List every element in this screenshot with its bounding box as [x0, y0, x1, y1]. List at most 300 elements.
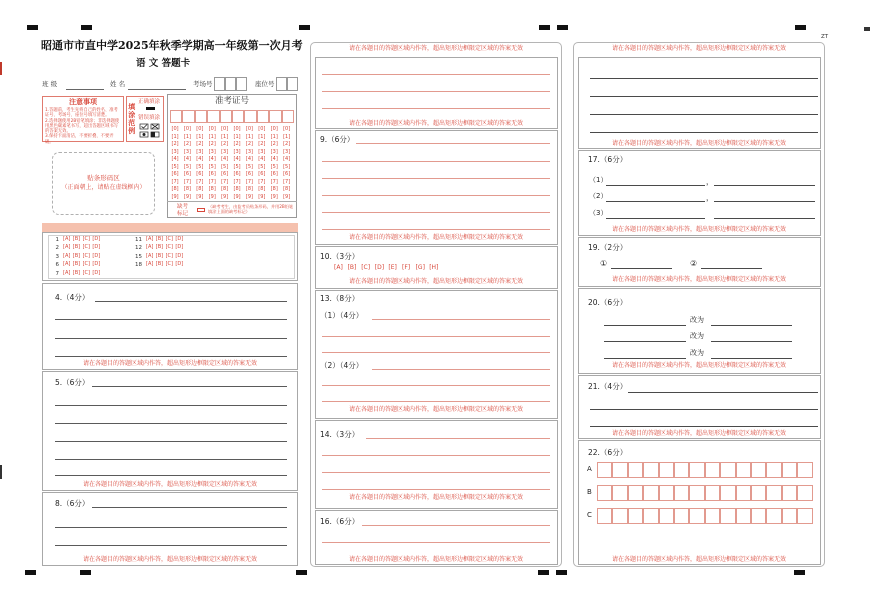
name-field-line [128, 89, 186, 90]
answer-line [322, 352, 550, 353]
choice-bubble: [D] [175, 236, 184, 242]
answer-line [322, 336, 550, 337]
seat-box [287, 77, 298, 91]
q10-bubble: [A] [334, 264, 343, 271]
q22-grid-cell [597, 508, 612, 524]
q17-comma: ， [706, 177, 714, 186]
answer-line [590, 409, 818, 410]
answer-line [55, 405, 287, 406]
exam-title: 昭通市市直中学2025年秋季学期高一年级第一次月考 [41, 39, 303, 52]
exam-id-bubble: [1] [208, 133, 216, 140]
answer-line [628, 392, 818, 393]
fill-wrong-label: 错误填涂 [138, 115, 161, 121]
exam-id-bubble: [6] [270, 171, 278, 177]
exam-id-bubble: [9] [270, 193, 278, 200]
q10-bubble: [B] [347, 264, 357, 271]
q17-part-label: （1） [589, 176, 608, 184]
choice-bubble: [C] [82, 244, 90, 251]
q22-grid-cell [674, 508, 689, 524]
exam-id-bubble: [2] [233, 141, 241, 147]
answer-line [606, 185, 705, 186]
exam-id-entry-box [269, 110, 281, 123]
warning-text: 请在各题目的答题区域内作答，超出矩形边框限定区域的答案无效 [348, 556, 523, 563]
answer-line [322, 161, 550, 162]
choice-bubble: [C] [82, 269, 90, 276]
choice-bubble: [D] [92, 252, 101, 259]
registration-mark [81, 25, 92, 30]
exam-id-bubble: [4] [258, 156, 266, 162]
exam-id-bubble: [5] [171, 163, 179, 170]
exam-id-bubble: [5] [245, 163, 253, 170]
choice-number: 2 [55, 245, 59, 252]
choice-bubble: [B] [155, 244, 164, 251]
answer-line [322, 455, 550, 456]
question-22-label: 22.（6分） [588, 448, 628, 457]
q22-grid-cell [689, 508, 704, 524]
choice-bubble: [A] [63, 244, 71, 251]
q22-grid-cell [628, 485, 643, 501]
exam-id-bubble: [7] [196, 178, 204, 185]
answer-line [714, 201, 815, 202]
answer-line [611, 268, 672, 269]
q22-grid-cell [705, 508, 720, 524]
seat-label: 座位号 [255, 80, 275, 88]
exam-id-bubble: [0] [208, 126, 216, 132]
choice-bubble: [B] [72, 244, 81, 251]
choice-number: 12 [135, 245, 142, 252]
exam-id-bubble: [8] [208, 186, 216, 192]
question-5-box [42, 371, 298, 491]
q22-grid-cell [643, 508, 658, 524]
answer-line [55, 475, 287, 476]
exam-id-bubble: [7] [283, 178, 291, 185]
q22-grid-cell [597, 485, 612, 501]
exam-id-bubble: [5] [221, 163, 229, 170]
exam-id-bubble: [8] [221, 186, 229, 192]
exam-id-entry-box [244, 110, 256, 123]
exam-id-bubble: [0] [183, 126, 191, 132]
question-9-label: 9.（6分） [320, 135, 355, 144]
warning-text: 请在各题目的答题区域内作答，超出矩形边框限定区域的答案无效 [348, 278, 523, 285]
warning-text: 请在各题目的答题区域内作答，超出矩形边框限定区域的答案无效 [82, 360, 257, 367]
exam-id-bubble: [2] [245, 141, 253, 147]
absent-note: （缺考考生，由监考员贴条形码，并用2B铅笔填涂上面的缺考标记） [208, 204, 294, 214]
exam-id-bubble: [1] [196, 133, 204, 140]
choice-bubble: [B] [72, 261, 81, 268]
question-5-label: 5.（6分） [55, 378, 90, 387]
exam-id-bubble: [6] [258, 171, 266, 177]
choice-bubble: [A] [146, 236, 154, 242]
q22-grid-cell [797, 485, 812, 501]
answer-line [604, 325, 686, 326]
exam-id-bubble: [7] [245, 178, 253, 185]
exam-id-bubble: [9] [283, 193, 291, 200]
q22-grid-cell [736, 462, 751, 478]
exam-id-bubble: [2] [208, 141, 216, 147]
registration-mark [25, 570, 36, 575]
choice-bubble: [D] [175, 244, 184, 251]
room-box [225, 77, 236, 91]
q10-bubble: [C] [361, 264, 371, 271]
q17-part-label: （3） [589, 209, 608, 217]
exam-id-bubble: [1] [233, 133, 241, 140]
question-13-label: 13.（8分） [320, 294, 360, 303]
choice-bubble: [A] [63, 261, 71, 268]
fill-wrong-marks-icon [139, 123, 161, 139]
q22-grid-cell [705, 462, 720, 478]
question-13-box [315, 290, 558, 419]
choice-bubble: [D] [92, 244, 101, 251]
answer-line [701, 268, 762, 269]
exam-id-bubble: [8] [233, 186, 241, 192]
choice-bubble: [D] [175, 261, 184, 268]
question-20-label: 20.（6分） [588, 298, 628, 307]
exam-id-bubble: [2] [196, 141, 204, 147]
choice-header-bar [42, 223, 298, 232]
q22-grid-cell [612, 508, 627, 524]
notice-title: 注意事项 [69, 98, 97, 106]
exam-id-divider [167, 201, 297, 202]
exam-id-bubble: [6] [183, 171, 191, 177]
choice-bubble: [D] [92, 269, 101, 276]
question-19-label: 19.（2分） [588, 243, 628, 252]
exam-id-entry-box [195, 110, 207, 123]
q10-bubble: [E] [388, 264, 397, 271]
continuation-box [578, 57, 821, 149]
absent-label: 缺考标记 [177, 204, 189, 217]
q22-row-label: A [587, 465, 592, 473]
choice-bubble: [C] [82, 252, 90, 259]
q22-grid-cell [766, 508, 781, 524]
registration-mark [80, 570, 91, 575]
q22-grid-cell [720, 508, 735, 524]
choice-bubble: [A] [63, 269, 71, 276]
choice-number: 18 [135, 262, 142, 269]
answer-line [590, 96, 818, 97]
registration-mark [556, 570, 567, 575]
edge-mark [864, 27, 870, 31]
exam-id-bubble: [8] [171, 186, 179, 192]
warning-text: 请在各题目的答题区域内作答，超出矩形边框限定区域的答案无效 [611, 430, 786, 437]
exam-id-bubble: [5] [196, 163, 204, 170]
q10-bubble: [F] [402, 264, 411, 271]
answer-line [92, 386, 287, 387]
q22-grid-cell [782, 462, 797, 478]
q10-bubble: [D] [374, 264, 385, 271]
exam-id-bubble: [0] [258, 126, 266, 132]
answer-line [55, 356, 287, 357]
q17-comma: ， [706, 193, 714, 202]
choice-bubble: [A] [63, 252, 71, 259]
q19-mark: ② [690, 259, 698, 268]
answer-line [604, 341, 686, 342]
exam-id-bubble: [6] [208, 171, 216, 177]
exam-id-bubble: [3] [196, 148, 204, 155]
q22-grid-cell [689, 462, 704, 478]
exam-id-bubble: [4] [283, 156, 291, 162]
room-label: 考场号 [193, 80, 213, 88]
answer-line [55, 545, 287, 546]
q22-grid-cell [766, 462, 781, 478]
q22-grid-cell [659, 485, 674, 501]
q22-row-label: C [587, 511, 592, 519]
q22-row-label: B [587, 488, 592, 496]
exam-id-bubble: [8] [183, 186, 191, 192]
choice-bubble: [B] [155, 236, 164, 242]
q22-grid-cell [797, 508, 812, 524]
q22-grid-cell [720, 462, 735, 478]
answer-line [55, 319, 287, 320]
answer-line [55, 423, 287, 424]
exam-id-bubble: [9] [171, 193, 179, 200]
answer-line [714, 185, 815, 186]
choice-number: 11 [135, 237, 142, 243]
answer-line [322, 74, 550, 75]
choice-bubble: [C] [165, 244, 173, 251]
exam-id-bubble: [4] [221, 156, 229, 162]
exam-id-bubble: [7] [258, 178, 266, 185]
exam-id-bubble: [9] [233, 193, 241, 200]
room-box [236, 77, 247, 91]
registration-mark [795, 25, 806, 30]
exam-id-bubble: [5] [258, 163, 266, 170]
choice-bubble: [A] [146, 244, 154, 251]
exam-id-bubble: [3] [221, 148, 229, 155]
q22-grid-cell [751, 462, 766, 478]
notice-item: 3.保持卡面清洁，不要折叠、不要弄破。 [45, 134, 114, 145]
answer-line [55, 338, 287, 339]
registration-mark [299, 25, 310, 30]
exam-id-bubble: [8] [283, 186, 291, 192]
exam-id-bubble: [1] [270, 133, 278, 140]
choice-bubble: [B] [72, 269, 81, 276]
answer-line [322, 91, 550, 92]
edge-mark [0, 62, 2, 75]
q22-grid-cell [659, 462, 674, 478]
class-label: 班 级 [42, 80, 58, 88]
exam-id-bubble: [7] [270, 178, 278, 185]
absent-checkbox [197, 208, 205, 212]
exam-id-bubble: [9] [245, 193, 253, 200]
answer-line [322, 108, 550, 109]
exam-id-bubble: [4] [171, 156, 179, 162]
exam-id-bubble: [4] [270, 156, 278, 162]
exam-id-bubble: [5] [208, 163, 216, 170]
exam-id-bubble: [5] [233, 163, 241, 170]
choice-bubble: [B] [155, 252, 164, 259]
answer-line [356, 143, 550, 144]
fill-example-label: 填涂范例 [127, 103, 136, 135]
question-13-part-1: （1）（4分） [320, 311, 364, 320]
q22-grid-cell [736, 508, 751, 524]
exam-id-bubble: [1] [258, 133, 266, 140]
exam-id-bubble: [8] [245, 186, 253, 192]
exam-id-bubble: [6] [233, 171, 241, 177]
seat-box [276, 77, 287, 91]
choice-bubble: [D] [92, 261, 101, 268]
warning-text: 请在各题目的答题区域内作答，超出矩形边框限定区域的答案无效 [348, 494, 523, 501]
exam-id-bubble: [4] [208, 156, 216, 162]
q20-change-label: 改为 [690, 332, 704, 340]
answer-line [362, 525, 550, 526]
exam-id-entry-box [232, 110, 244, 123]
q22-grid-cell [597, 462, 612, 478]
exam-id-bubble: [7] [171, 178, 179, 185]
notice-text [45, 108, 122, 145]
registration-mark [539, 25, 550, 30]
q22-grid-cell [674, 462, 689, 478]
answer-line [372, 319, 550, 320]
exam-id-bubble: [3] [270, 148, 278, 155]
exam-id-entry-box [220, 110, 232, 123]
exam-id-bubble: [3] [233, 148, 241, 155]
exam-id-bubble: [8] [196, 186, 204, 192]
q22-grid-cell [736, 485, 751, 501]
exam-id-bubble: [7] [221, 178, 229, 185]
barcode-note: （正面朝上，请贴在虚线框内） [61, 184, 146, 191]
notice-item: 2.选择题使用2B铅笔填涂；非选择题使用黑色碳素笔书写，超出答题区域书写的答案无效。 [45, 118, 120, 135]
answer-line [322, 401, 550, 402]
choice-bubble: [D] [175, 252, 184, 259]
answer-line [322, 229, 550, 230]
q22-grid-cell [628, 508, 643, 524]
answer-line [711, 341, 792, 342]
exam-id-bubble: [0] [196, 126, 204, 132]
exam-id-bubble: [6] [283, 171, 291, 177]
warning-text: 请在各题目的答题区域内作答，超出矩形边框限定区域的答案无效 [348, 234, 523, 241]
warning-text: 请在各题目的答题区域内作答，超出矩形边框限定区域的答案无效 [348, 406, 523, 413]
warning-text: 请在各题目的答题区域内作答，超出矩形边框限定区域的答案无效 [611, 276, 786, 283]
answer-line [92, 507, 287, 508]
answer-line [711, 325, 792, 326]
exam-id-bubble: [0] [221, 126, 229, 132]
q22-grid-cell [689, 485, 704, 501]
exam-id-entry-box [170, 110, 182, 123]
choice-number: 15 [135, 253, 142, 260]
warning-text: 请在各题目的答题区域内作答，超出矩形边框限定区域的答案无效 [348, 120, 523, 127]
warning-text: 请在各题目的答题区域内作答，超出矩形边框限定区域的答案无效 [611, 45, 786, 52]
q22-grid-cell [720, 485, 735, 501]
warning-text: 请在各题目的答题区域内作答，超出矩形边框限定区域的答案无效 [82, 556, 257, 563]
q20-change-label: 改为 [690, 349, 704, 357]
answer-line [95, 301, 287, 302]
answer-line [322, 178, 550, 179]
exam-id-bubble: [9] [221, 193, 229, 200]
answer-line [606, 201, 705, 202]
exam-id-bubble: [1] [245, 133, 253, 140]
q22-grid-cell [628, 462, 643, 478]
room-box [214, 77, 225, 91]
exam-id-bubble: [9] [183, 193, 191, 200]
answer-line [604, 358, 686, 359]
exam-id-bubble: [3] [283, 148, 291, 155]
question-14-label: 14.（3分） [320, 430, 360, 439]
answer-line [55, 459, 287, 460]
q20-change-label: 改为 [690, 316, 704, 324]
answer-line [55, 527, 287, 528]
exam-id-bubble: [6] [171, 171, 179, 177]
choice-bubble: [B] [72, 236, 81, 242]
exam-id-bubble: [3] [258, 148, 266, 155]
q22-grid-cell [643, 485, 658, 501]
exam-id-bubble: [0] [270, 126, 278, 132]
exam-id-entry-box [182, 110, 194, 123]
question-10-label: 10.（3分） [320, 252, 360, 261]
answer-line [322, 472, 550, 473]
exam-id-bubble: [1] [283, 133, 291, 140]
registration-mark [557, 25, 568, 30]
exam-id-bubble: [7] [183, 178, 191, 185]
exam-id-bubble: [6] [245, 171, 253, 177]
exam-id-entry-box [207, 110, 219, 123]
exam-id-bubble: [6] [221, 171, 229, 177]
exam-id-bubble: [2] [258, 141, 266, 147]
notice-item: 1.答题前，考生先将自己的姓名、准考证号、考场号、座位号填写清楚。 [45, 108, 118, 119]
exam-id-bubble: [0] [171, 126, 179, 132]
exam-id-bubble: [0] [245, 126, 253, 132]
registration-mark [538, 570, 549, 575]
exam-id-bubble: [1] [183, 133, 191, 140]
q22-grid-cell [674, 485, 689, 501]
exam-id-bubble: [4] [196, 156, 204, 162]
choice-number: 7 [55, 270, 59, 277]
q22-grid-cell [782, 485, 797, 501]
answer-line [590, 426, 818, 427]
choice-number: 3 [55, 253, 59, 260]
answer-line [590, 132, 818, 133]
sheet-subtitle: 语 文 答题卡 [136, 58, 191, 69]
q10-bubble: [G] [415, 264, 425, 271]
q19-mark: ① [600, 259, 608, 268]
choice-bubble: [A] [63, 236, 71, 242]
choice-bubble: [A] [146, 261, 154, 268]
choice-bubble: [C] [82, 261, 90, 268]
q22-grid-cell [751, 485, 766, 501]
corner-code: ZT [821, 34, 829, 40]
choice-bubble: [B] [155, 261, 164, 268]
choice-number: 6 [55, 262, 59, 269]
choice-bubble: [A] [146, 252, 154, 259]
choice-number: 1 [55, 237, 59, 243]
exam-id-bubble: [2] [270, 141, 278, 147]
warning-text: 请在各题目的答题区域内作答，超出矩形边框限定区域的答案无效 [348, 45, 523, 52]
exam-id-bubble: [4] [233, 156, 241, 162]
registration-mark [296, 570, 307, 575]
exam-id-bubble: [8] [258, 186, 266, 192]
registration-mark [794, 570, 805, 575]
question-17-label: 17.（6分） [588, 155, 628, 164]
name-label: 姓 名 [110, 80, 126, 88]
warning-text: 请在各题目的答题区域内作答，超出矩形边框限定区域的答案无效 [611, 362, 786, 369]
question-13-part-2: （2）（4分） [320, 361, 364, 370]
exam-id-bubble: [5] [183, 163, 191, 170]
question-22-box [578, 440, 821, 565]
exam-id-bubble: [1] [171, 133, 179, 140]
choice-bubble: [B] [72, 252, 81, 259]
answer-line [590, 114, 818, 115]
exam-id-bubble: [5] [270, 163, 278, 170]
answer-line [322, 385, 550, 386]
fill-correct-mark [146, 107, 155, 110]
question-4-label: 4.（4分） [55, 293, 90, 302]
answer-line [322, 212, 550, 213]
exam-id-bubble: [3] [208, 148, 216, 155]
fill-correct-label: 正确填涂 [138, 99, 161, 105]
exam-id-bubble: [0] [283, 126, 291, 132]
exam-id-bubble: [4] [245, 156, 253, 162]
question-16-label: 16.（6分） [320, 517, 360, 526]
edge-mark [0, 465, 2, 479]
